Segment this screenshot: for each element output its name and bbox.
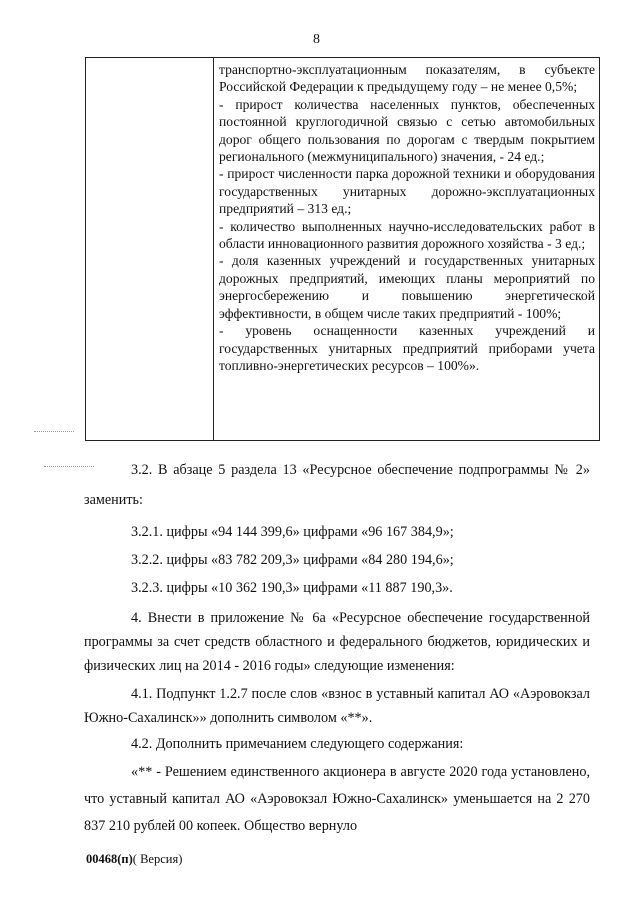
table-line: транспортно-эксплуатационным показателям, в субъекте Российской Федерации к предыдущему году – не менее 0,5%; — [219, 62, 595, 95]
paragraph-3-2-2: 3.2.2. цифры «83 782 209,3» цифрами «84 280 194,6»; — [131, 552, 454, 568]
paragraph-3-2-1: 3.2.1. цифры «94 144 399,6» цифрами «96 167 384,9»; — [131, 524, 454, 540]
indicators-table — [85, 57, 600, 441]
table-line: - прирост численности парка дорожной техники и оборудования государственных унитарных дорожно-эксплуатационных предприятий – 313 ед.; — [219, 166, 595, 217]
document-footer — [86, 852, 182, 867]
paragraph-3-2: 3.2. В абзаце 5 раздела 13 «Ресурсное обеспечение подпрограммы № 2» заменить: — [84, 462, 590, 508]
table-line: - доля казенных учреждений и государственных унитарных дорожных предприятий, имеющих планы мероприятий по энергосбережению и повышению энергетической эффективности, в общем числе таких предприятий - 100%; — [219, 253, 595, 321]
paragraph-4-2: 4.2. Дополнить примечанием следующего содержания: — [131, 736, 464, 752]
paragraph-4: 4. Внести в приложение № 6а «Ресурсное обеспечение государственной программы за счет средств областного и федерального бюджетов, юридических и физических лиц на 2014 - 2016 годы» следующие изменения: — [84, 610, 590, 674]
scan-artifact — [34, 431, 74, 433]
document-code: 00468(п) — [86, 852, 133, 866]
paragraph-3-2-3: 3.2.3. цифры «10 362 190,3» цифрами «11 887 190,3». — [131, 580, 453, 596]
table-line: - прирост количества населенных пунктов, обеспеченных постоянной круглогодичной связью с сетью автомобильных дорог общего пользования по дорогам с твердым покрытием регионального (межмуниципального) значения, - 24 ед.; — [219, 96, 595, 165]
table-line: - количество выполненных научно-исследовательских работ в области инновационного развития дорожного хозяйства - 3 ед.; — [219, 218, 595, 252]
document-body — [84, 455, 590, 840]
table-right-cell — [214, 58, 599, 440]
document-version: ( Версия) — [132, 852, 183, 866]
table-line: - уровень оснащенности казенных учреждений и государственных унитарных предприятий приборами учета топливно-энергетических ресурсов – 100%». — [219, 323, 595, 373]
page-number: 8 — [313, 32, 320, 47]
paragraph-note: «** - Решением единственного акционера в августе 2020 года установлено, что уставный капитал АО «Аэровокзал Южно-Сахалинск» уменьшается на 2 270 837 210 рублей 00 копеек. Общество вернуло — [84, 764, 590, 834]
table-left-cell — [86, 58, 214, 440]
paragraph-4-1: 4.1. Подпункт 1.2.7 после слов «взнос в уставный капитал АО «Аэровокзал Южно-Сахалинск»» дополнить символом «**». — [84, 686, 590, 726]
